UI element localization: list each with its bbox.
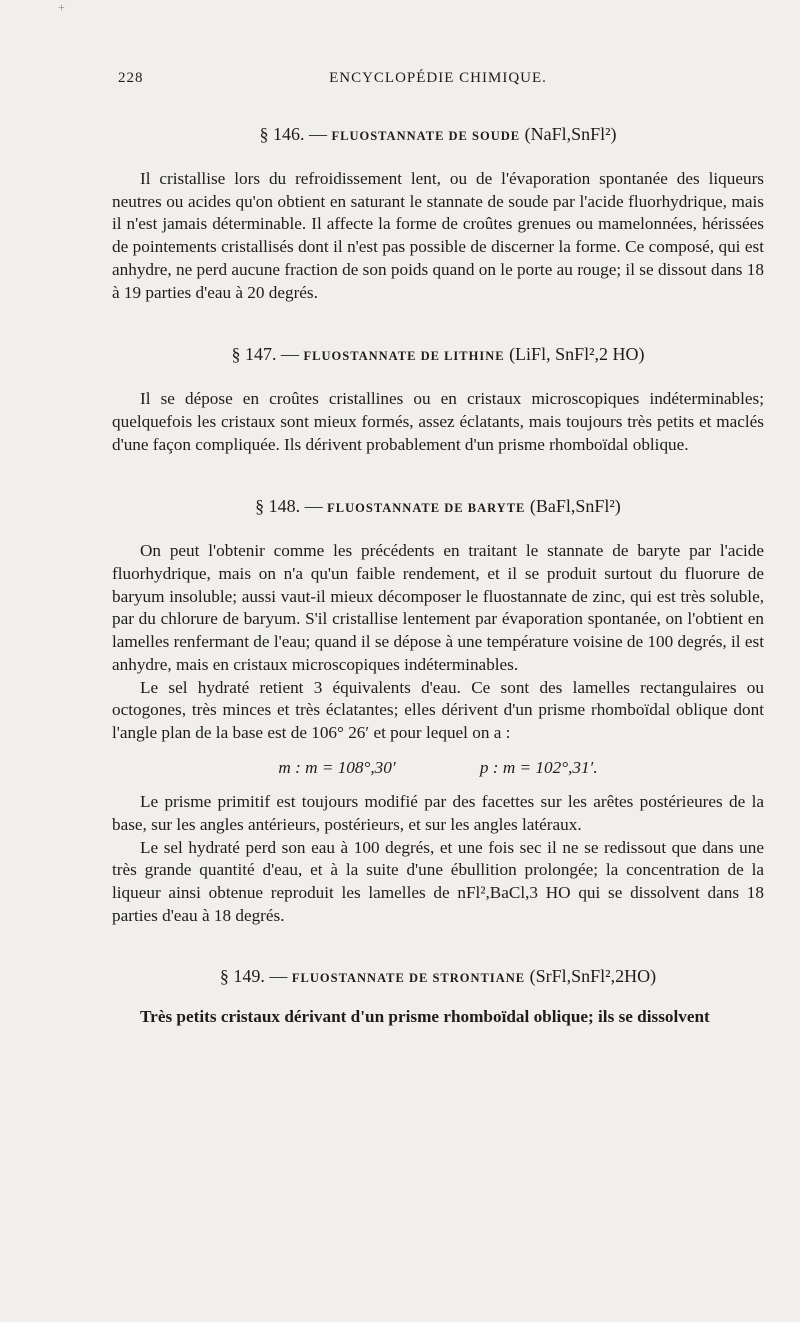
formula-m-m: m : m = 108°,30′ [278,757,396,777]
paragraph-148-b: Le sel hydraté retient 3 équivalents d'eau. Ce sont des lamelles rectangulaires ou octogones, très minces et très éclatantes; elles dérivent d'un prisme rhomboïdal oblique dont l'angle plan de la base est de 106° 26′ et pour lequel on a : [112,677,764,742]
section-heading-147 [112,342,764,368]
paragraph-148-d: Le sel hydraté perd son eau à 100 degrés, et une fois sec il ne se redissout que dans une très grande quantité d'eau, et à la suite d'une ébullition prolongée; la concentration de la liqueur ainsi obtenue reproduit les lamelles de nFl²,BaCl,3 HO qui se dissolvent dans 18 parties d'eau à 18 degrés. [112,837,764,925]
formula-p-m: p : m = 102°,31′. [479,757,598,777]
section-number: § 149. — [219,965,288,986]
section-label: FLUOSTANNATE DE SOUDE [331,129,521,143]
scan-crop-mark: + [58,0,65,14]
paragraph-147: Il se dépose en croûtes cristallines ou en cristaux microscopiques indéterminables; quelquefois les cristaux sont mieux formés, assez éclatants, mais toujours très petits et maclés d'une façon compliquée. Ils dérivent probablement d'un prisme rhomboïdal oblique. [112,389,764,454]
running-header [112,60,764,94]
section-heading-148 [112,494,764,520]
section-formula: (NaFl,SnFl²) [524,124,617,144]
section-number: § 146. — [259,124,327,144]
section-formula: (LiFl, SnFl²,2 HO) [509,344,645,365]
paragraph-149: Très petits cristaux dérivant d'un prisme rhomboïdal oblique; ils se dissolvent [140,1006,710,1026]
paragraph-148-a: On peut l'obtenir comme les précédents en traitant le stannate de baryte par l'acide fluorhydrique, mais on n'a qu'un faible rendement, et il se produit surtout du fluorure de baryum insoluble; aussi vaut-il mieux décomposer le fluostannate de zinc, qui est très soluble, par du chlorure de baryum. S'il cristallise lentement par évaporation spontanée, on l'obtient en lamelles renfermant de l'eau; quand il se dépose à une température voisine de 100 degrés, il est anhydre, mais en cristaux microscopiques indéterminables. [112,541,764,674]
section-number: § 148. — [255,496,323,517]
page-number: 228 [118,70,144,86]
section-label: FLUOSTANNATE DE STRONTIANE [291,970,526,985]
angle-formula [112,757,764,780]
section-heading-146 [112,122,764,148]
section-label: FLUOSTANNATE DE LITHINE [303,349,505,364]
document-page [112,60,764,1028]
section-heading-149 [112,964,764,990]
section-label: FLUOSTANNATE DE BARYTE [327,501,526,516]
paragraph-146: Il cristallise lors du refroidissement lent, ou de l'évaporation spontanée des liqueurs neutres ou acides qu'on obtient en saturant le stannate de soude par l'acide fluorhydrique, mais il n'est jamais déterminable. Il affecte la forme de croûtes grenues ou mamelonnées, hérissées de pointements cristallisés dont il n'est pas possible de discerner la forme. Ce composé, qui est anhydre, ne perd aucune fraction de son poids quand on le porte au rouge; il se dissout dans 18 à 19 parties d'eau à 20 degrés. [112,169,764,302]
section-formula: (SrFl,SnFl²,2HO) [529,965,657,986]
section-formula: (BaFl,SnFl²) [529,496,621,517]
section-number: § 147. — [231,344,300,365]
paragraph-148-c: Le prisme primitif est toujours modifié par des facettes sur les arêtes postérieures de la base, sur les angles antérieurs, postérieurs, et sur les angles latéraux. [112,792,764,835]
running-title: ENCYCLOPÉDIE CHIMIQUE. [329,70,547,86]
